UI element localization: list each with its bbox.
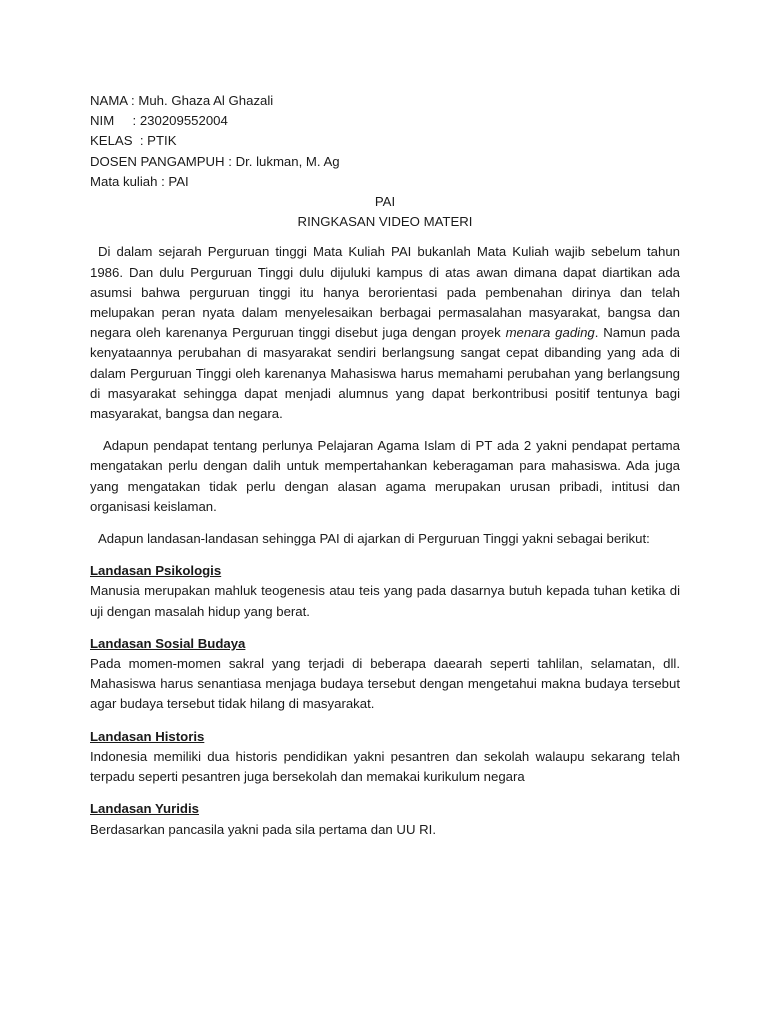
section-body-psikologis: Manusia merupakan mahluk teogenesis atau teis yang pada dasarnya butuh kepada tuhan ketika di uji dengan masalah hidup yang berat.	[90, 583, 680, 619]
section-heading-historis: Landasan Historis	[90, 728, 205, 744]
student-class: KELAS : PTIK	[90, 133, 177, 149]
paragraph-opinions: Adapun pendapat tentang perlunya Pelajaran Agama Islam di PT ada 2 yakni pendapat pertama mengatakan perlu dengan dalih untuk mempertahankan keberagaman para mahasiswa. Ada juga yang mengatakan tidak perlu dengan alasan agama merupakan urusan pribadi, intitusi dan organisasi keislaman.	[90, 438, 680, 514]
paragraph-history-text-2: . Namun pada kenyataannya perubahan di masyarakat sendiri berlangsung sangat cepat dibanding yang ada di dalam Perguruan Tinggi oleh karenanya Mahasiswa harus memahami perubahan yang berlangsung di masyarakat sehingga dapat menjadi alumnus yang dapat berkontribusi positif tentunya bagi masyarakat, bangsa dan negara.	[90, 325, 680, 422]
document-subtitle: RINGKASAN VIDEO MATERI	[297, 214, 473, 230]
lecturer-name: DOSEN PANGAMPUH : Dr. lukman, M. Ag	[90, 153, 340, 169]
section-heading-psikologis: Landasan Psikologis	[90, 563, 222, 579]
section-heading-yuridis: Landasan Yuridis	[90, 801, 199, 817]
section-body-historis: Indonesia memiliki dua historis pendidikan yakni pesantren dan sekolah walaupu sekarang telah terpadu seperti pesantren juga bersekolah dan memakai kurikulum negara	[90, 748, 680, 785]
student-nim: NIM : 230209552004	[90, 113, 228, 129]
course-name: Mata kuliah : PAI	[90, 173, 189, 189]
paragraph-history-italic: menara gading	[505, 325, 595, 341]
student-name: NAMA : Muh. Ghaza Al Ghazali	[90, 93, 274, 108]
paragraph-history	[90, 242, 680, 424]
document-title: PAI	[374, 194, 396, 210]
section-heading-sosial-budaya: Landasan Sosial Budaya	[90, 635, 246, 651]
section-body-sosial-budaya: Pada momen-momen sakral yang terjadi di beberapa daearah seperti tahlilan, selamatan, dll. Mahasiswa harus senantiasa menjaga budaya tersebut dengan mengetahui makna budaya tersebut agar budaya tersebut tidak hilang di masyarakat.	[90, 656, 680, 712]
section-body-yuridis: Berdasarkan pancasila yakni pada sila pertama dan UU RI.	[90, 821, 436, 837]
paragraph-foundations-intro: Adapun landasan-landasan sehingga PAI di ajarkan di Perguruan Tinggi yakni sebagai berikut:	[98, 531, 650, 547]
paragraph-history-text-1: Di dalam sejarah Perguruan tinggi Mata Kuliah PAI bukanlah Mata Kuliah wajib sebelum tahun 1986. Dan dulu Perguruan Tinggi dulu dijuluki kampus di atas awan dimana dapat diartikan ada asumsi bahwa perguruan tinggi itu hanya berorientasi pada pembenahan dirinya dan telah melupakan peran nyata dalam menyelesaikan berbagai permasalahan masyarakat, bangsa dan negara oleh karenanya Perguruan tinggi disebut juga dengan proyek	[90, 244, 680, 341]
